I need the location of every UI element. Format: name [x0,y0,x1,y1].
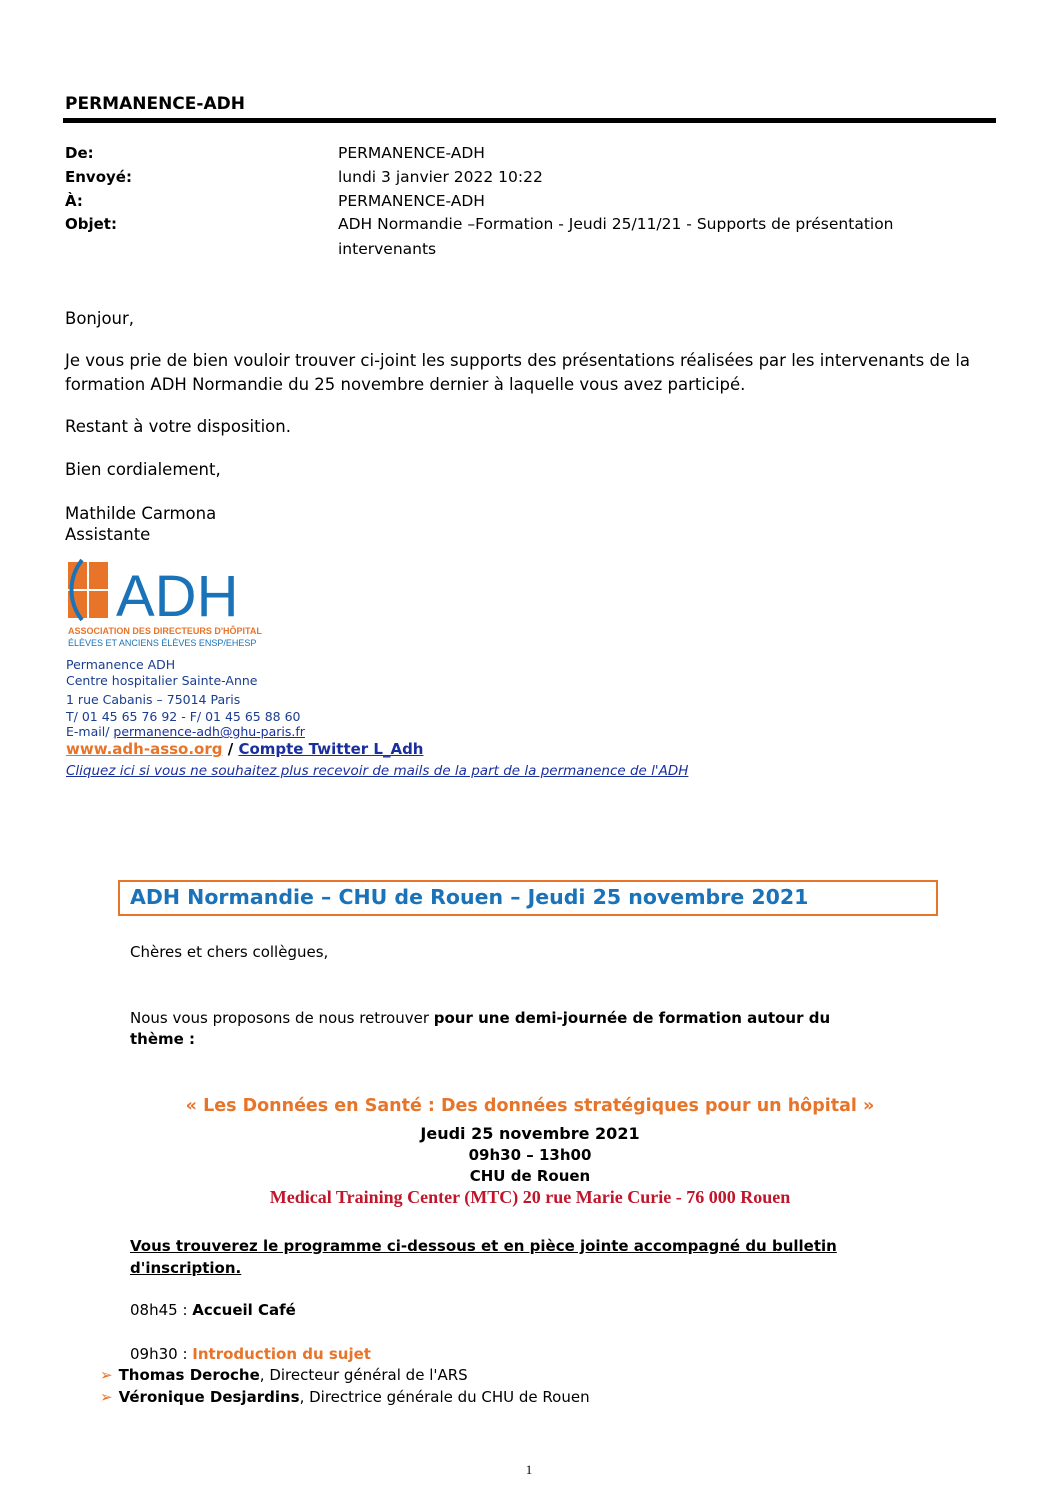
program-line-1: Vous trouverez le programme ci-dessous et en pièce jointe accompagné du bulletin [130,1237,837,1255]
item-time: 08h45 : [130,1301,193,1319]
speaker-item [100,1388,590,1406]
intro-line [130,1009,830,1027]
header-subject-value: ADH Normandie –Formation - Jeudi 25/11/21 - Supports de présentation [338,215,894,233]
item-label: Accueil Café [192,1301,296,1319]
item-label: Introduction du sujet [192,1345,371,1363]
adh-logo [66,558,286,658]
bullet-arrow-icon: ➢ [100,1388,113,1406]
speaker-item [100,1366,468,1384]
closing-1: Restant à votre disposition. [65,417,291,436]
speaker-role: , Directeur général de l'ARS [259,1366,468,1384]
body-line-1: Je vous prie de bien vouloir trouver ci-joint les supports des présentations réalisées par les intervenants de la [65,351,971,370]
header-sent-value: lundi 3 janvier 2022 10:22 [338,168,543,186]
unsubscribe-link[interactable]: Cliquez ici si vous ne souhaitez plus recevoir de mails de la part de la permanence de l'ADH [66,763,689,779]
speaker-role: , Directrice générale du CHU de Rouen [299,1388,590,1406]
header-from-label: De: [65,144,94,162]
header-subject-label: Objet: [65,215,117,233]
intro-bold: pour une demi-journée de formation autour du [433,1009,831,1027]
event-theme: « Les Données en Santé : Des données stratégiques pour un hôpital » [185,1096,875,1116]
logo-sub-2: ÉLÈVES ET ANCIENS ÉLÈVES ENSP/EHESP [68,638,257,648]
org-line-4: T/ 01 45 65 76 92 - F/ 01 45 65 88 60 [66,709,301,724]
logo-sub-1: ASSOCIATION DES DIRECTEURS D'HÔPITAL [68,626,262,636]
email-title: PERMANENCE-ADH [65,94,245,114]
header-to-label: À: [65,192,83,210]
salutation: Chères et chers collègues, [130,943,329,961]
header-subject-value-cont: intervenants [338,240,437,258]
body-line-2: formation ADH Normandie du 25 novembre dernier à laquelle vous avez participé. [65,375,746,394]
item-time: 09h30 : [130,1345,193,1363]
program-item-welcome [130,1301,296,1319]
twitter-link[interactable]: Compte Twitter L_Adh [238,740,424,758]
bullet-arrow-icon: ➢ [100,1366,113,1384]
website-link[interactable]: www.adh-asso.org [66,740,223,758]
event-place: CHU de Rouen [469,1167,591,1185]
program-line-2: d'inscription. [130,1259,242,1277]
header-sent-label: Envoyé: [65,168,132,186]
intro-bold-cont: thème : [130,1030,196,1048]
email-label: E-mail/ [66,724,114,739]
org-line-2: Centre hospitalier Sainte-Anne [66,673,258,688]
event-date: Jeudi 25 novembre 2021 [420,1124,640,1143]
greeting: Bonjour, [65,309,135,328]
org-line-3: 1 rue Cabanis – 75014 Paris [66,692,241,707]
event-venue: Medical Training Center (MTC) 20 rue Marie Curie - 76 000 Rouen [269,1187,791,1207]
speaker-name: Véronique Desjardins [118,1388,300,1406]
signer-name: Mathilde Carmona [65,504,217,523]
email-link[interactable]: permanence-adh@ghu-paris.fr [113,724,305,739]
signer-role: Assistante [65,525,151,544]
program-item-intro [130,1345,371,1363]
speaker-name: Thomas Deroche [118,1366,260,1384]
closing-2: Bien cordialement, [65,460,221,479]
links-row [66,740,423,758]
event-time: 09h30 – 13h00 [468,1146,592,1164]
intro-plain: Nous vous proposons de nous retrouver [130,1009,434,1027]
header-to-value: PERMANENCE-ADH [338,192,485,210]
link-separator: / [222,740,239,758]
page-number: 1 [525,1462,533,1477]
logo-text: ADH [116,564,239,629]
event-title: ADH Normandie – CHU de Rouen – Jeudi 25 novembre 2021 [130,885,809,909]
title-rule [63,118,996,123]
org-line-1: Permanence ADH [66,657,176,672]
header-from-value: PERMANENCE-ADH [338,144,485,162]
org-email-line [66,724,305,739]
